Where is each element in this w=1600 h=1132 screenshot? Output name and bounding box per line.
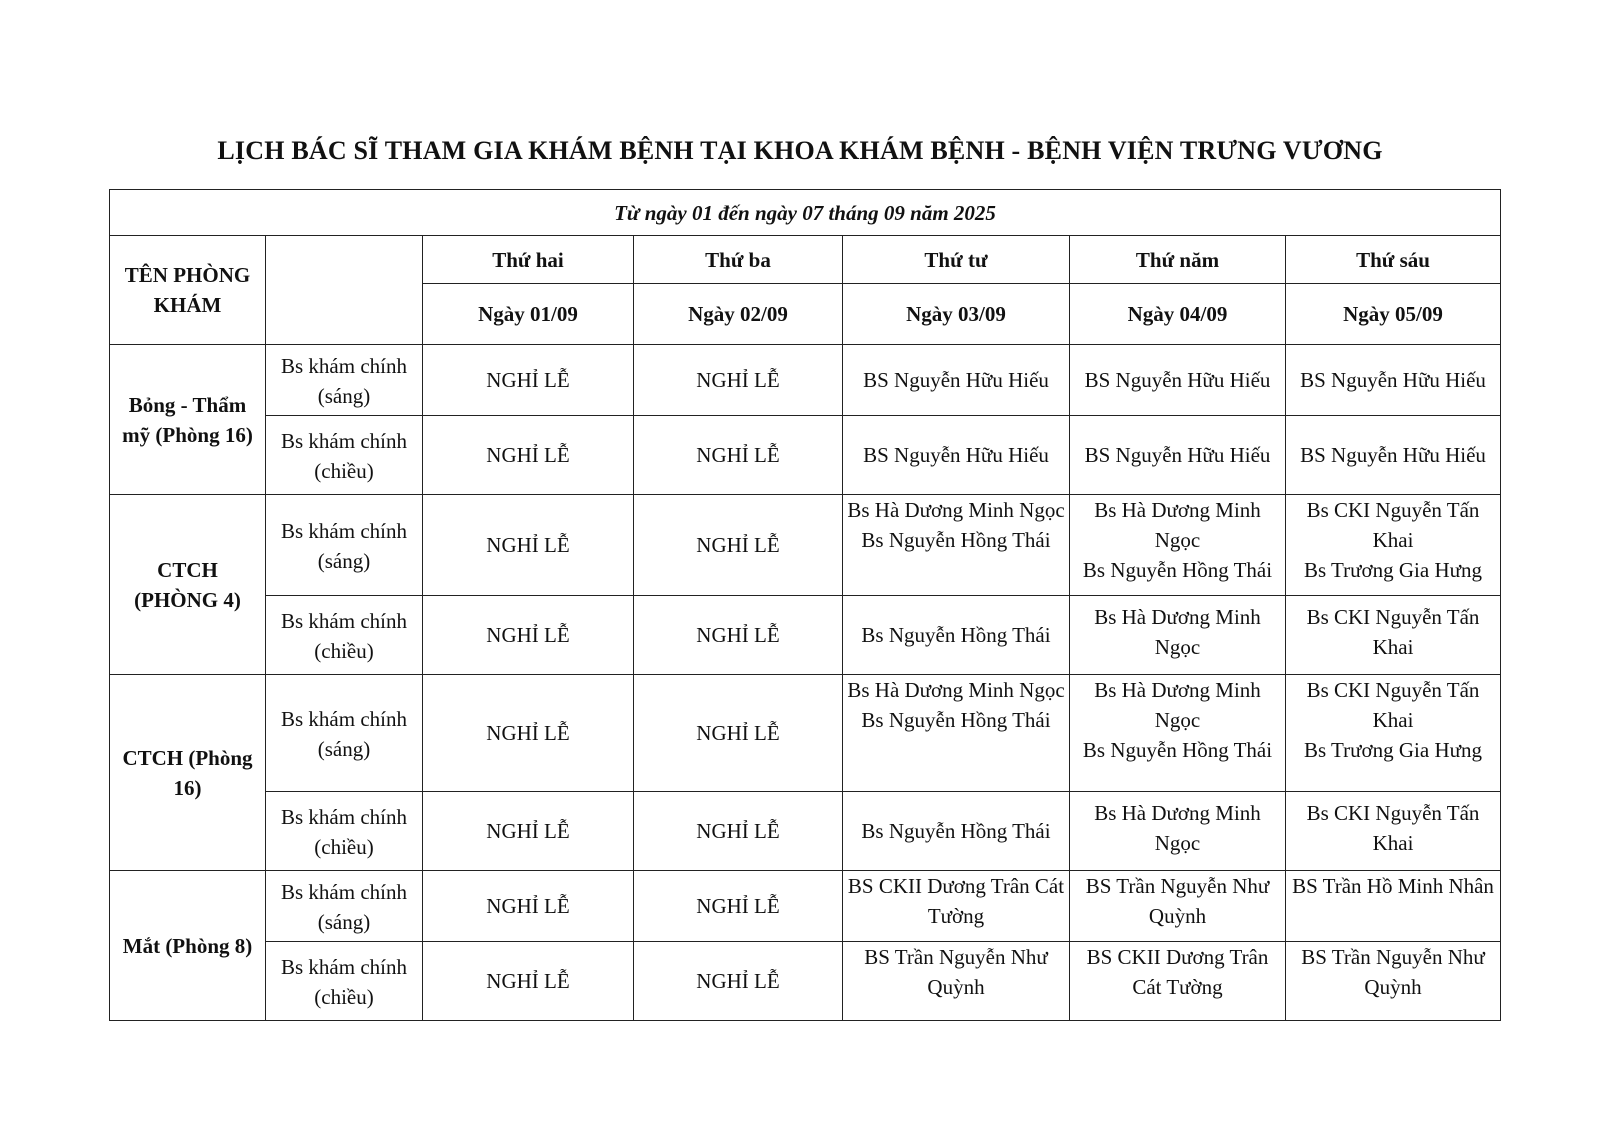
table-row [110,345,1501,416]
schedule-cell: NGHỈ LỄ [423,792,634,871]
schedule-cell: NGHỈ LỄ [423,942,634,1021]
room-name: Mắt (Phòng 8) [110,871,266,1021]
schedule-cell: BS CKII Dương Trân Cát Tường [843,871,1070,942]
doctor-name: Bs Hà Dương Minh Ngọc [1094,498,1261,552]
schedule-cell: NGHỈ LỄ [634,495,843,596]
doctor-name: Bs Nguyễn Hồng Thái [1082,558,1273,582]
schedule-cell: NGHỈ LỄ [634,871,843,942]
table-row [110,416,1501,495]
day-date: Ngày 02/09 [634,284,843,345]
day-date: Ngày 05/09 [1286,284,1501,345]
doctor-name: Bs Hà Dương Minh Ngọc [1094,678,1261,732]
doctor-name: Bs Trương Gia Hưng [1304,738,1482,762]
schedule-cell: NGHỈ LỄ [634,792,843,871]
shift-label: Bs khám chính (chiều) [266,416,423,495]
room-name: CTCH (Phòng 16) [110,675,266,871]
day-name: Thứ ba [634,236,843,284]
schedule-cell: Bs Hà Dương Minh Ngọc [1070,792,1286,871]
schedule-cell: Bs Hà Dương Minh Ngọc [1070,596,1286,675]
shift-label: Bs khám chính (sáng) [266,871,423,942]
schedule-cell: Bs Nguyễn Hồng Thái [843,596,1070,675]
doctor-name: Bs Hà Dương Minh Ngọc [847,678,1065,702]
schedule-cell: Bs Nguyễn Hồng Thái [843,792,1070,871]
shift-label: Bs khám chính (chiều) [266,942,423,1021]
header-row-days [110,236,1501,284]
doctor-name: Bs Nguyễn Hồng Thái [861,528,1051,552]
schedule-cell: BS Nguyễn Hữu Hiếu [1070,416,1286,495]
schedule-cell [843,495,1070,596]
schedule-cell [1286,495,1501,596]
day-name: Thứ năm [1070,236,1286,284]
schedule-cell: NGHỈ LỄ [634,345,843,416]
shift-label: Bs khám chính (chiều) [266,596,423,675]
schedule-cell: NGHỈ LỄ [423,675,634,792]
doctor-name: Bs CKI Nguyễn Tấn Khai [1306,678,1480,732]
doctor-name: Bs Hà Dương Minh Ngọc [847,498,1065,522]
schedule-cell: Bs CKI Nguyễn Tấn Khai [1286,792,1501,871]
table-row [110,675,1501,792]
schedule-cell: BS Nguyễn Hữu Hiếu [843,416,1070,495]
room-name: Bỏng - Thẩm mỹ (Phòng 16) [110,345,266,495]
schedule-cell: NGHỈ LỄ [634,416,843,495]
table-row [110,942,1501,1021]
schedule-cell: NGHỈ LỄ [423,596,634,675]
schedule-cell: NGHỈ LỄ [423,416,634,495]
schedule-cell: BS Trần Hồ Minh Nhân [1286,871,1501,942]
schedule-cell: Bs CKI Nguyễn Tấn Khai [1286,596,1501,675]
date-range-row [110,190,1501,236]
page-title: LỊCH BÁC SĨ THAM GIA KHÁM BỆNH TẠI KHOA KHÁM BỆNH - BỆNH VIỆN TRƯNG VƯƠNG [217,136,1383,165]
shift-label: Bs khám chính (chiều) [266,792,423,871]
day-date: Ngày 01/09 [423,284,634,345]
schedule-cell: BS Nguyễn Hữu Hiếu [1286,416,1501,495]
day-date: Ngày 03/09 [843,284,1070,345]
schedule-cell [1070,495,1286,596]
schedule-cell [1070,675,1286,792]
table-row [110,871,1501,942]
table-row [110,792,1501,871]
schedule-cell: NGHỈ LỄ [423,871,634,942]
doctor-name: Bs CKI Nguyễn Tấn Khai [1306,498,1480,552]
day-date: Ngày 04/09 [1070,284,1286,345]
room-column-header: TÊN PHÒNG KHÁM [110,236,266,345]
schedule-cell: BS Nguyễn Hữu Hiếu [1286,345,1501,416]
day-name: Thứ tư [843,236,1070,284]
schedule-cell: BS Trần Nguyễn Như Quỳnh [843,942,1070,1021]
schedule-cell: BS Trần Nguyễn Như Quỳnh [1070,871,1286,942]
schedule-cell: BS Nguyễn Hữu Hiếu [1070,345,1286,416]
schedule-cell [843,675,1070,792]
schedule-cell: BS Nguyễn Hữu Hiếu [843,345,1070,416]
room-name: CTCH (PHÒNG 4) [110,495,266,675]
schedule-cell: NGHỈ LỄ [634,675,843,792]
day-name: Thứ hai [423,236,634,284]
shift-label: Bs khám chính (sáng) [266,675,423,792]
schedule-cell: NGHỈ LỄ [634,596,843,675]
doctor-name: Bs Nguyễn Hồng Thái [861,708,1051,732]
schedule-cell: BS CKII Dương Trân Cát Tường [1070,942,1286,1021]
doctor-name: Bs Nguyễn Hồng Thái [1082,738,1273,762]
schedule-cell: NGHỈ LỄ [423,345,634,416]
shift-label: Bs khám chính (sáng) [266,345,423,416]
schedule-cell: NGHỈ LỄ [634,942,843,1021]
schedule-cell [1286,675,1501,792]
schedule-cell: NGHỈ LỄ [423,495,634,596]
day-name: Thứ sáu [1286,236,1501,284]
table-row [110,596,1501,675]
table-row [110,495,1501,596]
shift-column-header [266,236,423,345]
date-range: Từ ngày 01 đến ngày 07 tháng 09 năm 2025 [110,190,1501,236]
shift-label: Bs khám chính (sáng) [266,495,423,596]
schedule-cell: BS Trần Nguyễn Như Quỳnh [1286,942,1501,1021]
doctor-name: Bs Trương Gia Hưng [1304,558,1482,582]
schedule-table [109,189,1501,1021]
